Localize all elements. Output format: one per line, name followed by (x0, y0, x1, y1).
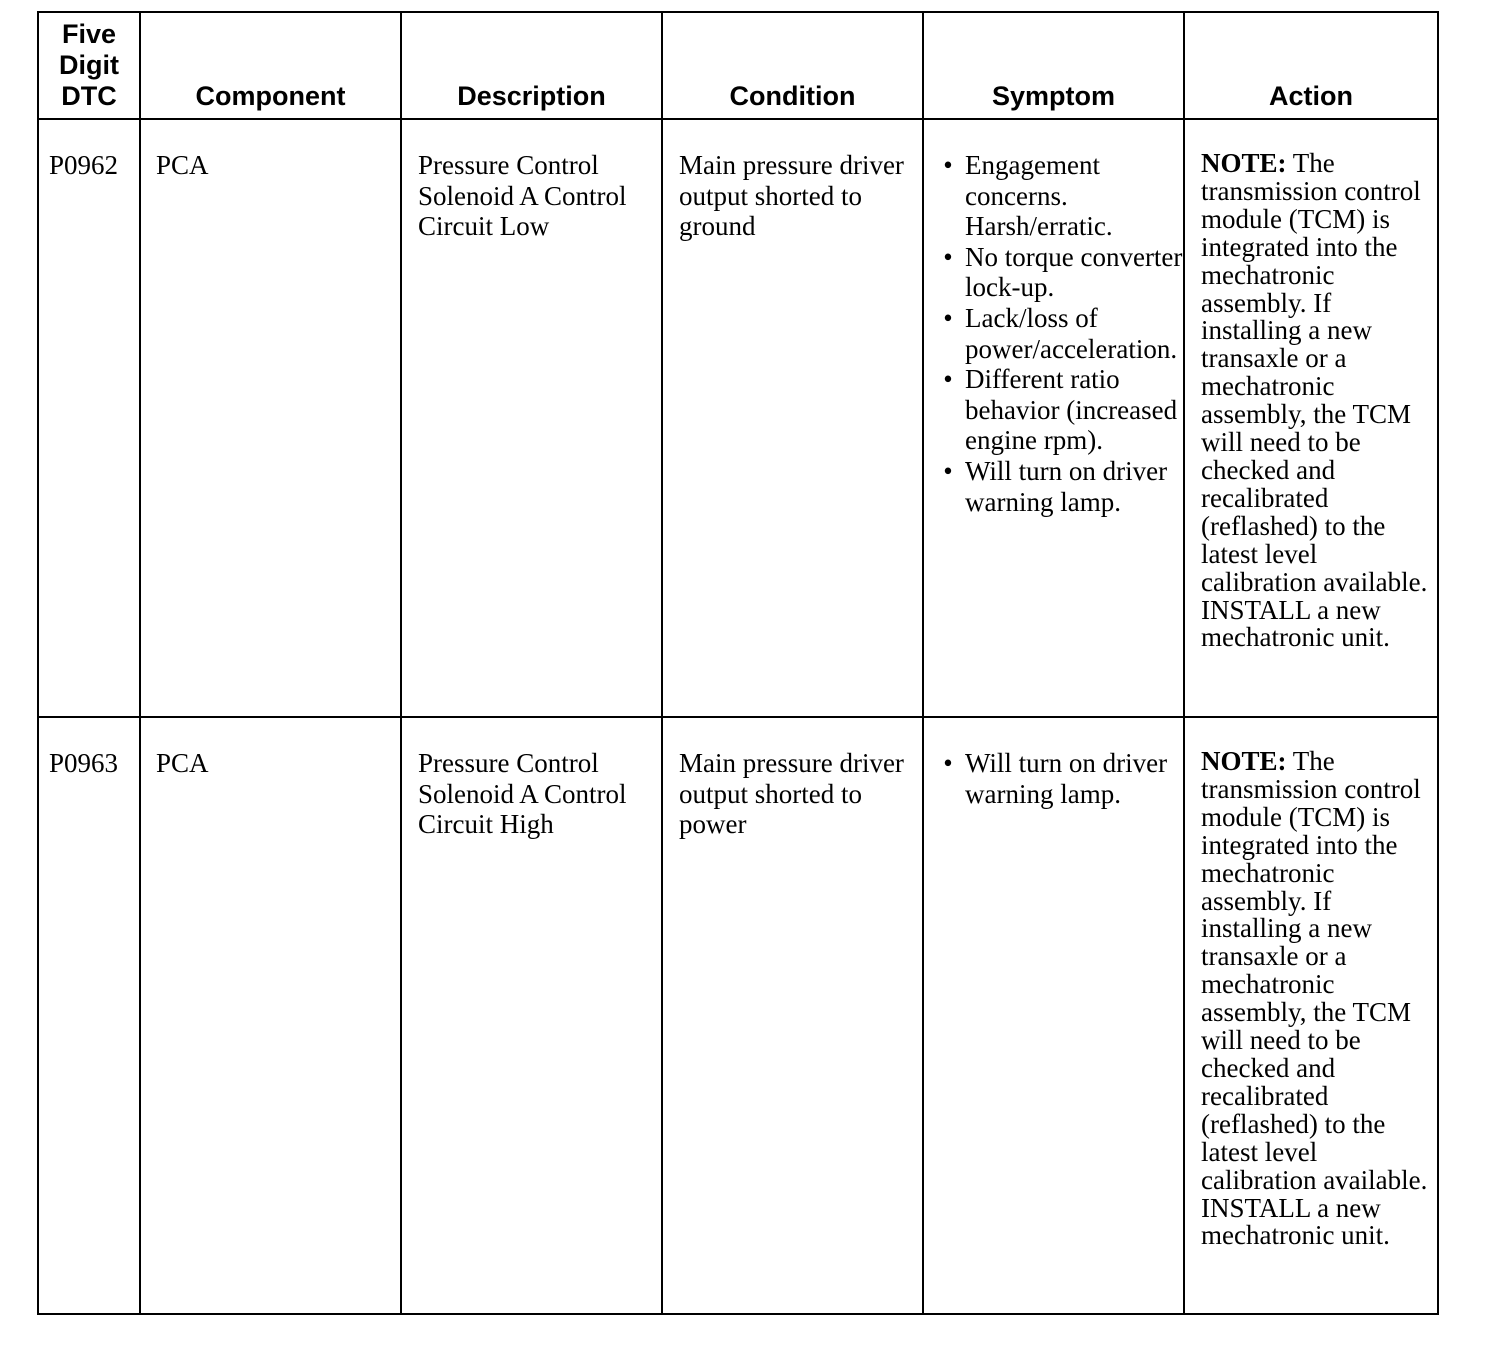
header-dtc: Five Digit DTC (38, 12, 140, 119)
header-condition: Condition (662, 12, 923, 119)
header-description: Description (401, 12, 662, 119)
note-text: The transmission control module (TCM) is integrated into the mechatronic assembly. If installing a new transaxle or a mechatronic assembly, the TCM will need to be checked and recalibrated (reflashed) to the latest level calibration available. (1201, 746, 1428, 1195)
note-label: NOTE: (1201, 746, 1287, 776)
dtc-code: P0963 (38, 717, 140, 1314)
header-row (38, 12, 1438, 119)
symptom-item: • Will turn on driver warning lamp. (940, 456, 1185, 517)
bullet-icon: • (943, 455, 953, 486)
bullet-icon: • (943, 241, 953, 272)
symptom-list (940, 150, 1183, 517)
symptom-cell (923, 717, 1184, 1314)
component-cell: PCA (140, 119, 401, 717)
description-cell: Pressure Control Solenoid A Control Circuit Low (401, 119, 662, 717)
note-text: The transmission control module (TCM) is integrated into the mechatronic assembly. If installing a new transaxle or a mechatronic assembly, the TCM will need to be checked and recalibrated (reflashed) to the latest level calibration available. (1201, 148, 1428, 597)
dtc-code: P0962 (38, 119, 140, 717)
action-instruction: INSTALL a new mechatronic unit. (1201, 1192, 1390, 1251)
symptom-item: • Lack/loss of power/acceleration. (940, 303, 1185, 364)
action-cell (1184, 717, 1438, 1314)
bullet-icon: • (943, 364, 953, 395)
symptom-list (940, 748, 1173, 809)
header-symptom: Symptom (923, 12, 1184, 119)
bullet-icon: • (943, 150, 953, 180)
dtc-table (37, 11, 1439, 1315)
table-row (38, 119, 1438, 717)
header-action: Action (1184, 12, 1438, 119)
description-cell: Pressure Control Solenoid A Control Circuit High (401, 717, 662, 1314)
symptom-item: • Will turn on driver warning lamp. (940, 748, 1185, 809)
table-row (38, 717, 1438, 1314)
symptom-item: • No torque converter lock-up. (940, 242, 1185, 303)
note-label: NOTE: (1201, 148, 1287, 178)
component-cell: PCA (140, 717, 401, 1314)
condition-cell: Main pressure driver output shorted to power (662, 717, 923, 1314)
header-component: Component (140, 12, 401, 119)
symptom-cell (923, 119, 1184, 717)
symptom-item: • Different ratio behavior (increased engine rpm). (940, 364, 1185, 456)
action-instruction: INSTALL a new mechatronic unit. (1201, 594, 1390, 653)
bullet-icon: • (943, 748, 953, 778)
action-cell (1184, 119, 1438, 717)
bullet-icon: • (943, 302, 953, 333)
symptom-item: • Engagement concerns. Harsh/erratic. (940, 150, 1185, 242)
condition-cell: Main pressure driver output shorted to ground (662, 119, 923, 717)
